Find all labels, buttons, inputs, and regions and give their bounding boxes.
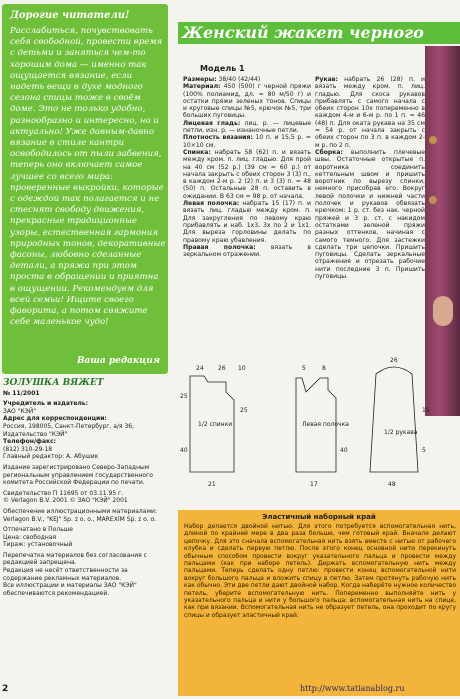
founder-label: Учредитель и издатель: <box>3 400 88 408</box>
instruction-paragraph: Лицевая гладь: лиц. р. — лицевые петли, изн. р. — изнаночные петли. <box>183 119 311 135</box>
dim-label: 5 <box>302 365 306 372</box>
dim-label: 21 <box>208 481 216 488</box>
certificate: Свидетельство П 11695 от 03.11.95 г. <box>3 489 124 497</box>
instruction-paragraph: Правая полочка: вязать в зеркальном отражении. <box>183 243 311 259</box>
instruction-paragraph: Спинка: набрать 58 (62) п. и вязать между кром. п. лиц. гладью. Для прой на 40 см (52 р.) (39 см = 60 р.) от начала закрыть с обеих сторон 3 (3) п., в каждом 2-м р. 2 (2) п. и 3 (3) п. = 48 (50) п. Остальные 28 п. оставить в ожидании. В 63 см = 98 р. от начала. <box>183 148 311 200</box>
instruction-paragraph: Размеры: 38/40 (42/44) <box>183 76 261 83</box>
hand-image <box>433 296 453 326</box>
instruction-paragraph: Сборка: выполнить плечевые швы. Остаточные открытые п. воротника соединить кеттельным швом и пришить воротник по вырезу спинки, немного присобрав его. Вокруг левой полочки и нижней части полочек и рукавов обвязать крючком: 1 р. ст. без нак. черной пряжей и 3 р. ст. с накидом остатками зеленой пряжи разных оттенков, начиная с самого темного. Для застежки сделать три цепочки. Пришить пуговицы. Сделать зеркальные отражения и отрезать рабочие нити последние 3 п. Пришить пуговицы. <box>315 148 425 281</box>
imprint <box>3 380 167 597</box>
greeting-signature: Ваша редакция <box>76 356 160 366</box>
copyright: © Verlagon B.V. 2001 © ЗАО "КЭЙ" 2001 <box>3 497 128 505</box>
magazine-name: ЗОЛУШКА ВЯЖЕТ <box>3 378 104 388</box>
illustrations-note: Все иллюстрации и материалы ЗАО "КЭЙ" обеспечиваются рекомендацией. <box>3 582 137 597</box>
model-heading: Модель 1 <box>200 64 245 73</box>
dim-label: 15 <box>422 407 430 414</box>
article-title: Женский жакет черного <box>182 23 424 42</box>
dim-label: 8 <box>322 365 326 372</box>
sleeve-label: 1/2 рукава <box>384 429 418 436</box>
circulation: Тираж: установочный <box>3 541 73 549</box>
printed: Отпечатано в Польше <box>3 526 73 534</box>
dim-label: 17 <box>310 481 318 488</box>
greeting-box <box>2 4 168 374</box>
dim-label: 40 <box>340 447 348 454</box>
button-icon <box>429 196 437 204</box>
reprint-note: Перепечатка материалов без согласования с редакцией запрещена. <box>3 551 147 567</box>
foreign-materials: Обеспечение иллюстрационными материалами: Verlagon B.V., "KEJ" Sp. z o. o., MAREXIM Sp. z o. o. <box>3 507 157 523</box>
sleeve-outline <box>370 367 418 472</box>
registration: Издание зарегистрировано Северо-Западным региональным управлением государственного комитета Российской Федерации по печати. <box>3 463 153 487</box>
instruction-paragraph: Плотность вязания: 10 п. и 15,5 р. = 10×10 см. <box>183 134 311 149</box>
pattern-diagrams <box>178 352 460 502</box>
greeting-body: Расслабиться, почувствовать себя свободной, провести время с детьми и заняться чем-то хорошим дома — именно так ощущается вязание, если надеть вещи в духе модного сезона спицы тоже в своём доме. Это не только удобно, разнообразно и интересно, но и актуально! Уже давным-давно вязание в стиле кантри освободилось от пыли забвения, теперь оно включает самое лучшее со всего мира: проверенные выкройки, которые с одеждой так полагается и не стеснят свободу движения, прекрасные традиционные узоры, естественная гармония природных тонов, декоративные фасоны, любовно сделанные детали, а пряжа при этом проста в обращении и приятна в ощущении. Рекомендуем для всей семьи! Ищите своего фаворита, а потом свяжите себе маленькое чудо! <box>10 26 166 328</box>
address: Россия, 198005, Санкт-Петербург, а/я 36, Издательство "КЭЙ" <box>3 422 134 438</box>
dim-label: 25 <box>180 393 188 400</box>
dim-label: 25 <box>240 407 248 414</box>
issue-number: № 11/2001 <box>3 389 40 397</box>
price: Цена: свободная <box>3 533 57 541</box>
edge-box-title: Эластичный наборный край <box>262 513 376 521</box>
dim-label: 10 <box>238 365 246 372</box>
edge-technique-box <box>178 510 460 696</box>
dim-label: 24 <box>196 365 204 372</box>
left-column <box>0 0 170 699</box>
page-number: 2 <box>2 684 9 694</box>
greeting-title: Дорогие читатели! <box>10 10 130 21</box>
dim-label: 40 <box>180 447 188 454</box>
dim-label: 48 <box>388 481 396 488</box>
phone-label: Телефон/факс: <box>3 438 57 446</box>
front-label: Левая полочка <box>302 421 349 428</box>
instructions-column-1 <box>183 76 311 258</box>
dim-label: 26 <box>218 365 226 372</box>
button-icon <box>429 136 437 144</box>
instruction-paragraph: Левая полочка: набрать 15 (17) п. и вязать лиц. гладью между кром. п. Для закругления по левому краю прибавлять и наб. 1х3, 3х по 2 и 1х1. Для выреза горловины делать по правому краю убавления. <box>183 200 311 244</box>
instructions-column-2 <box>315 76 425 280</box>
editor: Главный редактор: А. Абушик <box>3 453 99 461</box>
founder: ЗАО "КЭЙ" <box>3 407 37 415</box>
dim-label: 26 <box>390 357 398 364</box>
ads-note: Редакция не несёт ответственности за содержание рекламных материалов. <box>3 567 128 582</box>
phone: (812) 310-29-18 <box>3 445 53 453</box>
instruction-paragraph: Рукав: набрать 26 (28) п. и вязать между кром. п. лиц. гладью. Для скоса рукавов прибавлять с самого начала с обеих сторон 10х попеременно в каждом 4-м и 6-м р. по 1 п. = 46 (48) п. Для оката рукава на 35 см = 54 р. от начала закрыть с обеих сторон по 3 п. в каждом 2-м р. по 2 п. <box>315 76 425 149</box>
dim-label: 5 <box>422 447 426 454</box>
back-label: 1/2 спинки <box>198 421 233 428</box>
title-banner <box>178 22 460 44</box>
address-label: Адрес для корреспонденции: <box>3 415 107 423</box>
watermark: http://www.tatianablog.ru <box>300 684 405 693</box>
edge-box-body: Набор делается двойной нитью. Для этого потребуется вспомогательная нить, длиной по крайней мере в два раза больше, чем готовый край. Вначале делают цепочку. Для это сначала вспомогательная нить взять вместе с нитью от рабочего клубка и сделать первую петлю. После этого конец основной нити перекинуть обычным способом провести вокруг указательного пальца и провести между пальцами (как при наборе петель). Держать вспомогательную нить между пальцами. Теперь сделать одну петлю: провести конец вспомогательной нити вокруг большого пальца и вложить спицу в петлю. Затем протянуть рабочую нить как обычно. Эти две петли дают двойной набор. Когда наберёте нужное количество петель, уберите вспомогательную нить. Попеременно выполняйте нить у указательного пальца и нити у большого пальца: вспомогательная нить на спице, как при вязании. Вспомогательная нить не образует петель, она проходит по кругу спицы и образует эластичный край. <box>184 523 456 619</box>
instruction-paragraph: Материал: 450 (500) г черной пряжи (100% полиамид, дл. = 80 м/50 г) и остатки пряжи зеленых тонов. Спицы и круговые спицы №5, крючок №5, три больших пуговицы. <box>183 83 311 120</box>
